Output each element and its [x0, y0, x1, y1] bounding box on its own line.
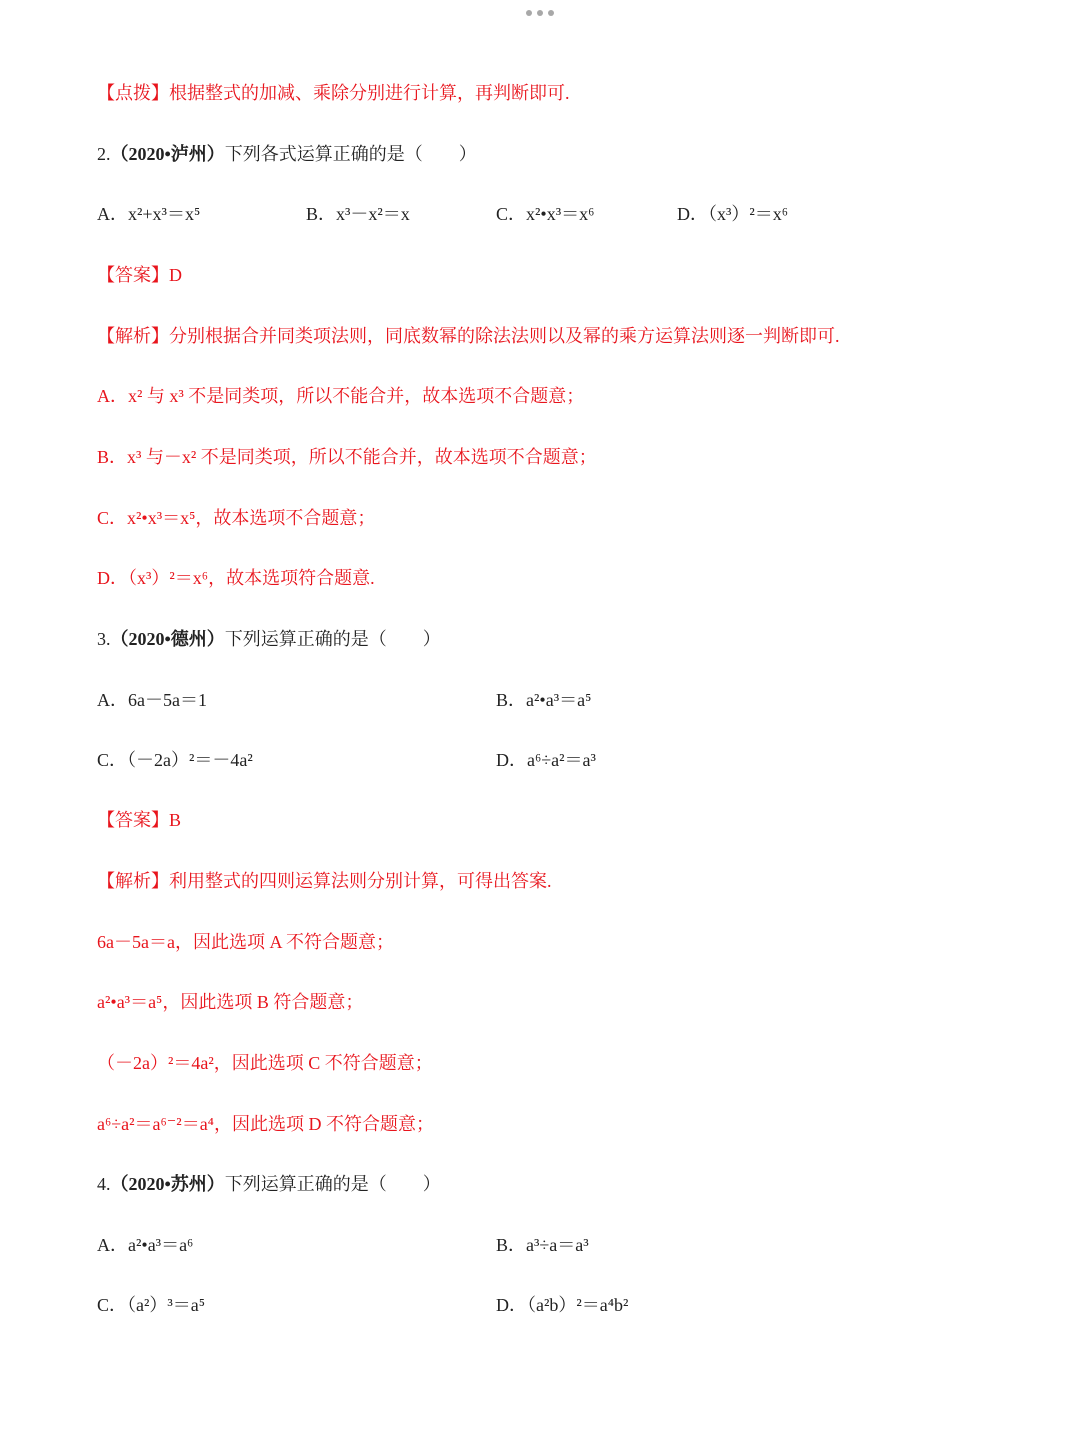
analysis-label: 【解析】: [97, 326, 169, 346]
q2-option-c[interactable]: [496, 202, 594, 226]
option-expr: （x³）²＝x⁶: [708, 204, 789, 224]
q2-step-b: B．x³ 与－x² 不是同类项，所以不能合并，故本选项不合题意；: [97, 447, 597, 467]
dot: [548, 10, 554, 16]
question-2-stem: [97, 142, 477, 166]
q2-step-c: C．x²•x³＝x⁵，故本选项不合题意；: [97, 508, 376, 528]
question-text: 下列运算正确的是（ ）: [224, 629, 441, 649]
hint-text: 根据整式的加减、乘除分别进行计算，再判断即可.: [169, 83, 570, 103]
option-expr: （a²b）²＝a⁴b²: [527, 1295, 629, 1315]
analysis-label: 【解析】: [97, 871, 169, 891]
option-label: D．: [496, 1295, 527, 1315]
option-expr: x²+x³＝x⁵: [128, 204, 201, 224]
option-label: B．: [496, 690, 527, 710]
q2-answer: [97, 263, 182, 287]
q2-step-d: D．（x³）²＝x⁶，故本选项符合题意.: [97, 568, 375, 588]
q3-option-d[interactable]: [496, 748, 596, 772]
q2-option-a[interactable]: [97, 202, 200, 226]
q3-step-d: a⁶÷a²＝a⁶⁻²＝a⁴，因此选项 D 不符合题意；: [97, 1114, 434, 1134]
q3-analysis: [97, 869, 552, 893]
q3-option-c[interactable]: [97, 748, 253, 772]
answer-value: B: [169, 810, 182, 830]
option-expr: 6a－5a＝1: [128, 690, 207, 710]
option-label: D．: [677, 204, 708, 224]
q3-step-c: （－2a）²＝4a²，因此选项 C 不符合题意；: [97, 1053, 433, 1073]
question-text: 下列各式运算正确的是（ ）: [224, 144, 477, 164]
hint-label: 【点拨】: [97, 83, 169, 103]
option-expr: （a²）³＝a⁵: [127, 1295, 206, 1315]
hint-line: [97, 81, 570, 105]
question-number: 4.: [97, 1174, 111, 1194]
q4-option-a[interactable]: [97, 1233, 193, 1257]
question-4-stem: [97, 1172, 441, 1196]
question-source: （2020•德州）: [110, 629, 225, 649]
question-3-stem: [97, 627, 441, 651]
answer-label: 【答案】: [97, 810, 169, 830]
option-expr: a⁶÷a²＝a³: [527, 750, 596, 770]
q4-option-c[interactable]: [97, 1293, 205, 1317]
option-expr: a²•a³＝a⁵: [526, 690, 592, 710]
q2-option-b[interactable]: [306, 202, 410, 226]
option-label: C．: [97, 1295, 128, 1315]
question-source: （2020•泸州）: [110, 144, 225, 164]
q2-option-d[interactable]: [677, 202, 788, 226]
q2-step-a: A．x² 与 x³ 不是同类项，所以不能合并，故本选项不合题意；: [97, 386, 585, 406]
option-expr: a²•a³＝a⁶: [128, 1235, 194, 1255]
dot: [526, 10, 532, 16]
q4-option-d[interactable]: [496, 1293, 628, 1317]
option-label: A．: [97, 1235, 128, 1255]
option-expr: （－2a）²＝－4a²: [127, 750, 253, 770]
q3-step-a: 6a－5a＝a，因此选项 A 不符合题意；: [97, 932, 394, 952]
option-label: C．: [97, 750, 128, 770]
q3-answer: [97, 808, 181, 832]
dot: [537, 10, 543, 16]
answer-value: D: [169, 265, 182, 285]
option-expr: x³－x²＝x: [336, 204, 410, 224]
q4-option-b[interactable]: [496, 1233, 589, 1257]
question-number: 3.: [97, 629, 111, 649]
more-dots-icon[interactable]: [526, 6, 554, 20]
option-label: C．: [496, 204, 527, 224]
analysis-text: 分别根据合并同类项法则，同底数幂的除法法则以及幂的乘方运算法则逐一判断即可.: [169, 326, 840, 346]
analysis-text: 利用整式的四则运算法则分别计算，可得出答案.: [169, 871, 552, 891]
option-expr: a³÷a＝a³: [526, 1235, 589, 1255]
option-label: D．: [496, 750, 527, 770]
q3-option-a[interactable]: [97, 688, 207, 712]
question-number: 2.: [97, 144, 111, 164]
question-source: （2020•苏州）: [110, 1174, 225, 1194]
q3-step-b: a²•a³＝a⁵，因此选项 B 符合题意；: [97, 992, 364, 1012]
option-label: A．: [97, 690, 128, 710]
option-label: B．: [306, 204, 337, 224]
option-expr: x²•x³＝x⁶: [526, 204, 595, 224]
answer-label: 【答案】: [97, 265, 169, 285]
option-label: B．: [496, 1235, 527, 1255]
question-text: 下列运算正确的是（ ）: [224, 1174, 441, 1194]
option-label: A．: [97, 204, 128, 224]
q2-analysis: [97, 324, 840, 348]
q3-option-b[interactable]: [496, 688, 591, 712]
